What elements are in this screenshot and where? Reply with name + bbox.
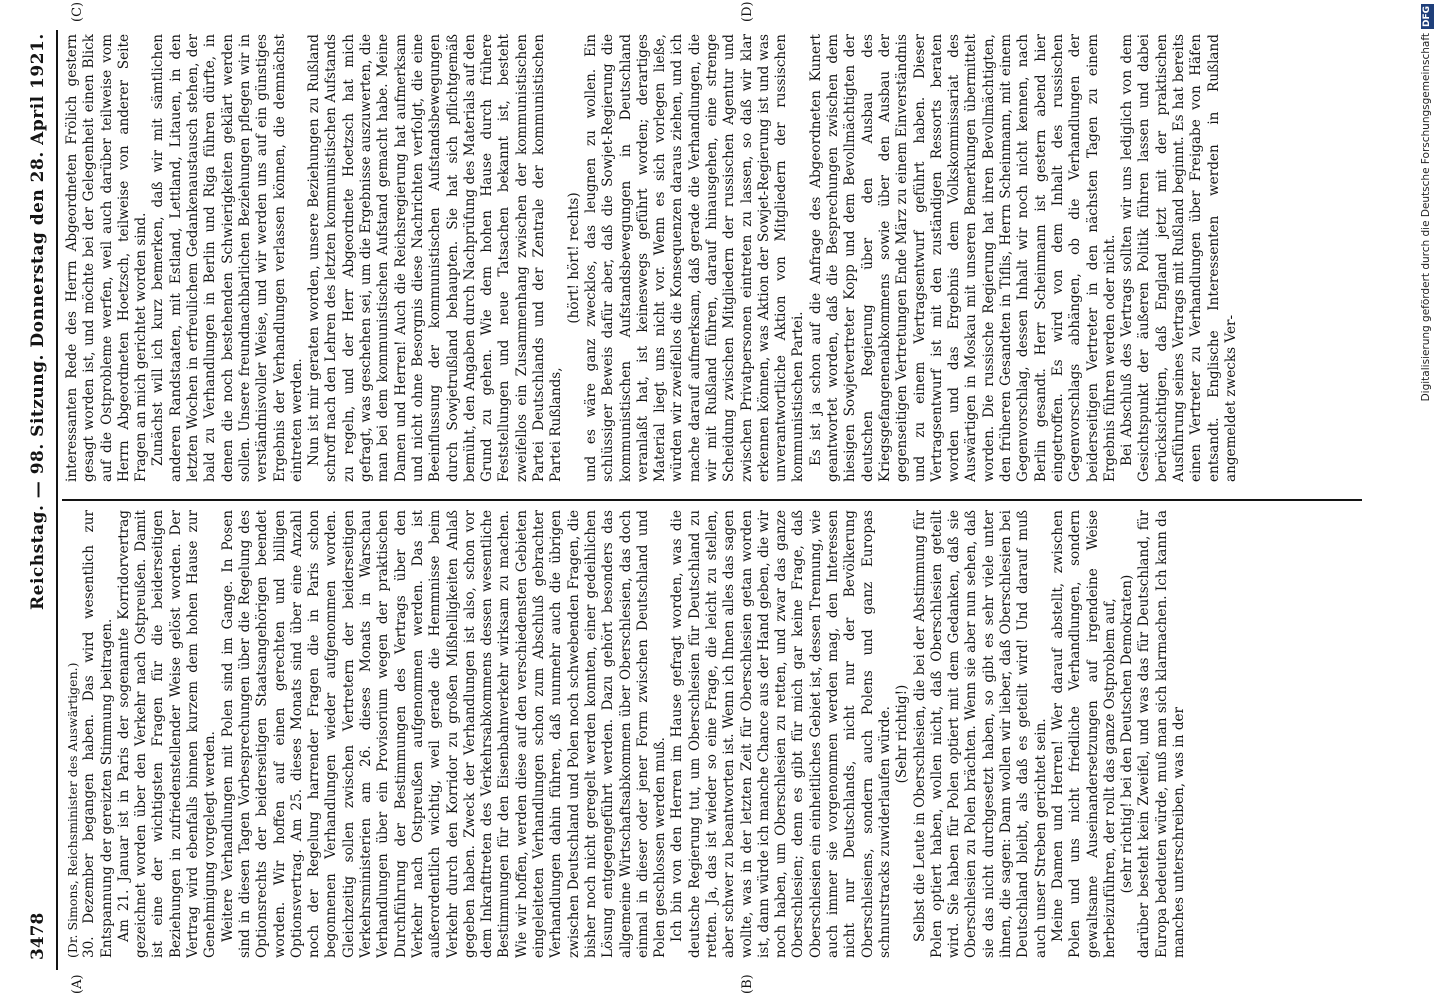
- paragraph: (Dr. Simons, Reichsminister des Auswärtigen.): [65, 662, 80, 958]
- paragraph: 30. Dezember begangen haben. Das wird wesentlich zur Entspannung der gereizten Stimmung beitragen.: [81, 510, 115, 958]
- page-title: Reichstag. — 98. Sitzung. Donnerstag den 28. April 1921.: [28, 33, 48, 610]
- paragraph: Weitere Verhandlungen mit Polen sind im Gange. In Posen sind in diesen Tagen Vorbesprechungen über die Regelung des Optionsrechts der beiderseitigen Staatsangehörigen beendet worden. Wir hoffen auf einen gerechten und billigen Optionsvertrag. Am 25. dieses Monats sind über eine Anzahl noch der Regelung harrender Fragen die in Paris schon begonnenen Verhandlungen wieder aufgenommen worden. Gleichzeitig sollen zwischen Vertretern der beiderseitigen Verkehrsministerien am 26. dieses Monats in Warschau Verhandlungen über ein Provisorium wegen der praktischen Durchführung der Bestimmungen des Vertrags über den Verkehr nach Ostpreußen aufgenommen werden. Das ist außerordentlich wichtig, weil gerade die Hemmnisse beim Verkehr durch den Korridor zu großen Mißhelligkeiten Anlaß gegeben haben. Zweck der Verhandlungen ist also, schon vor dem Inkrafttreten des Verkehrsabkommens dessen wesentliche Bestimmungen für den Eisenbahnverkehr wirksam zu machen. Wie wir hoffen, werden diese auf den verschiedensten Gebieten eingeleiteten Verhandlungen schon zum Abschluß gebrachter Verhandlungen dahin führen, daß nunmehr auch die übrigen zwischen Deutschland und Polen noch schwebenden Fragen, die bisher noch nicht geregelt werden konnten, einer gedeihlichen Lösung entgegengeführt werden. Dazu gehört besonders das allgemeine Wirtschaftsabkommen über Oberschlesien, das doch einmal in dieser oder jener Form zwischen Deutschland und Polen geschlossen werden muß.: [219, 510, 669, 958]
- dfg-logo: DFG: [1422, 6, 1432, 28]
- funding-text: Digitalisierung gefördert durch die Deutsche Forschungsgemeinschaft: [1420, 33, 1432, 402]
- header-rule: [56, 30, 58, 970]
- paragraph: und es wäre ganz zwecklos, das leugnen zu wollen. Ein schlüssiger Beweis dafür aber, daß die Sowjet-Regierung die kommunistischen Aufstandsbewegungen in Deutschland veranlaßt hat, ist keineswegs geführt worden; derartiges Material liegt uns nicht vor. Wenn es sich vorlegen ließe, würden wir zweifellos die Konsequenzen daraus ziehen, und ich mache darauf aufmerksam, daß gerade die Verhandlungen, die wir mit Rußland führen, darauf hinausgehen, eine strenge Scheidung zwischen Mitgliedern der russischen Agentur und zwischen Privatpersonen eintreten zu lassen, so daß wir klar erkennen können, was Aktion der Sowjet-Regierung ist und was unverantwortliche Aktion von Mitgliedern der russischen kommunistischen Partei.: [582, 34, 807, 482]
- paragraph: Es ist ja schon auf die Anfrage des Abgeordneten Kunert geantwortet worden, daß die Besprechungen zwischen dem hiesigen Sowjetvertreter Kopp und dem Bevollmächtigten der deutschen Regierung über den Ausbau des Kriegsgefangenenabkommens sowie über den Ausbau der gegenseitigen Vertretungen Ende März zu einem Einverständnis und zu einem Vertragsentwurf geführt haben. Dieser Vertragsentwurf ist mit den zuständigen Ressorts beraten worden und das Ergebnis dem Volkskommissariat des Auswärtigen in Moskau mit unseren Bemerkungen übermittelt worden. Die russische Regierung hat ihren Bevollmächtigten, den früheren Gesandten in Tiflis, Herrn Scheinmann, mit einem Gegenvorschlag, dessen Inhalt wir noch nicht kennen, nach Berlin gesandt. Herr Scheinmann ist gestern abend hier eingetroffen. Es wird von dem Inhalt des russischen Gegenvorschlags abhängen, ob die Verhandlungen der beiderseitigen Vertreter in den nächsten Tagen zu einem Ergebnis führen werden oder nicht.: [807, 34, 1118, 482]
- paragraph: Am 21. Januar ist in Paris der sogenannte Korridorvertrag gezeichnet worden über den Verkehr nach Ostpreußen. Damit ist eine der wichtigsten Fragen für die beiderseitigen Beziehungen in zufriedenstellender Weise gelöst worden. Der Vertrag wird ebenfalls binnen kurzem dem hohen Hause zur Genehmigung vorgelegt werden.: [115, 510, 219, 958]
- paragraph: (Sehr richtig!): [894, 684, 911, 784]
- paragraph: Ich bin von den Herren im Hause gefragt worden, was die deutsche Regierung tut, um Oberschlesien für Deutschland zu retten. Ja, das ist wieder so eine Frage, die leicht zu stellen, aber schwer zu beantworten ist. Wenn ich Ihnen alles das sagen wollte, was in der letzten Zeit für Oberschlesien getan worden ist, dann würde ich manche Chance aus der Hand geben, die wir noch haben, um Oberschlesien zu retten, und zwar das ganze Oberschlesien; denn es gibt für mich gar keine Frage, daß Oberschlesien ein einheitliches Gebiet ist, dessen Trennung, wie auch immer sie vorgenommen werden mag, den Interessen nicht nur Deutschlands, nicht nur der Bevölkerung Oberschlesiens, sondern auch Polens und ganz Europas schnurstracks zuwiderlaufen würde.: [669, 510, 893, 958]
- paragraph: Selbst die Leute in Oberschlesien, die bei der Abstimmung für Polen optiert haben, wollen nicht, daß Oberschlesien geteilt wird. Sie haben für Polen optiert mit dem Gedanken, daß sie Oberschlesien zu Polen brächten. Wenn sie aber nun sehen, daß sie das nicht durchgesetzt haben, so gibt es sehr viele unter ihnen, die sagen: Dann wollen wir lieber, daß Oberschlesien bei Deutschland bleibt, als daß es geteilt wird! Und darauf muß auch unser Streben gerichtet sein.: [911, 510, 1049, 958]
- paragraph: Zunächst will ich kurz bemerken, daß wir mit sämtlichen anderen Randstaaten, mit Estland, Lettland, Litauen, in den letzten Wochen in erfreulichem Gedankenaustausch stehen, der bald zu Verhandlungen in Berlin und Riga führen dürfte, in denen die noch bestehenden Schwierigkeiten geklärt werden sollen. Unsere freundnachbarlichen Beziehungen pflegen wir in verständnisvoller Weise, und wir werden uns auf ein günstiges Ergebnis der Verhandlungen verlassen können, die demnächst eintreten werden.: [150, 34, 305, 482]
- page-header: [18, 30, 52, 970]
- paragraph: Nun ist mir geraten worden, unsere Beziehungen zu Rußland schroff nach den Lehren des letzten kommunistischen Aufstands zu regeln, und der Herr Abgeordnete Hoetzsch hat mich gefragt, was geschehen sei, um die Ergebnisse auszuwerten, die man bei dem kommunistischen Aufstand gemacht habe. Meine Damen und Herren! Auch die Reichsregierung hat aufmerksam und nicht ohne Besorgnis diese Nachrichten verfolgt, die eine Beeinflussung der kommunistischen Aufstandsbewegungen durch Sowjetrußland behaupten. Sie hat sich pflichtgemäß bemüht, den Angaben durch Nachprüfung des Materials auf den Grund zu gehen. Wie dem hohen Hause durch frühere Feststellungen und neue Tatsachen bekannt ist, besteht zweifellos ein Zusammenhang zwischen der kommunistischen Partei Deutschlands und der Zentrale der kommunistischen Partei Rußlands,: [306, 34, 565, 482]
- paragraph: interessanten Rede des Herrn Abgeordneten Frölich gestern gesagt worden ist, und möchte bei der Gelegenheit einen Blick auf die Ostprobleme werfen, weil auch darüber teilweise vom Herrn Abgeordneten Hoetzsch, teilweise von anderer Seite Fragen an mich gerichtet worden sind.: [64, 34, 150, 482]
- funding-sidebar: [1418, 4, 1434, 1000]
- column-divider: [62, 499, 1362, 501]
- paragraph: (hört! hört! rechts): [565, 192, 582, 324]
- left-text-column: [64, 510, 1364, 958]
- paragraph: Meine Damen und Herren! Wer darauf abstellt, zwischen Polen und uns nicht friedliche Verhandlungen, sondern gewaltsame Auseinandersetzungen auf irgendeine Weise herbeizuführen, der rollt das ganze Ostproblem auf,: [1049, 510, 1118, 958]
- funding-note: [1418, 4, 1434, 1000]
- right-text-column: [64, 34, 1364, 482]
- paragraph: (sehr richtig! bei den Deutschen Demokraten): [1119, 574, 1136, 894]
- margin-marker-d: (D): [740, 1, 755, 22]
- paragraph: Bei Abschluß des Vertrags sollten wir uns lediglich von dem Gesichtspunkt der äußeren Politik führen lassen und dabei berücksichtigen, daß England jetzt mit der praktischen Ausführung seines Vertrags mit Rußland beginnt. Es hat bereits einen Vertreter zu Verhandlungen über Freigabe von Häfen entsandt. Englische Interessenten werden in Rußland angemeldet zwecks Ver-: [1119, 34, 1239, 482]
- margin-marker-a: (A): [70, 974, 85, 994]
- page-number: 3478: [28, 912, 48, 960]
- margin-marker-b: (B): [740, 974, 755, 994]
- margin-marker-c: (C): [70, 1, 85, 22]
- paragraph: darüber besteht kein Zweifel, und was das für Deutschland, für Europa bedeuten würde, muß man sich klarmachen. Ich kann da manches unterschreiben, was in der: [1136, 510, 1187, 958]
